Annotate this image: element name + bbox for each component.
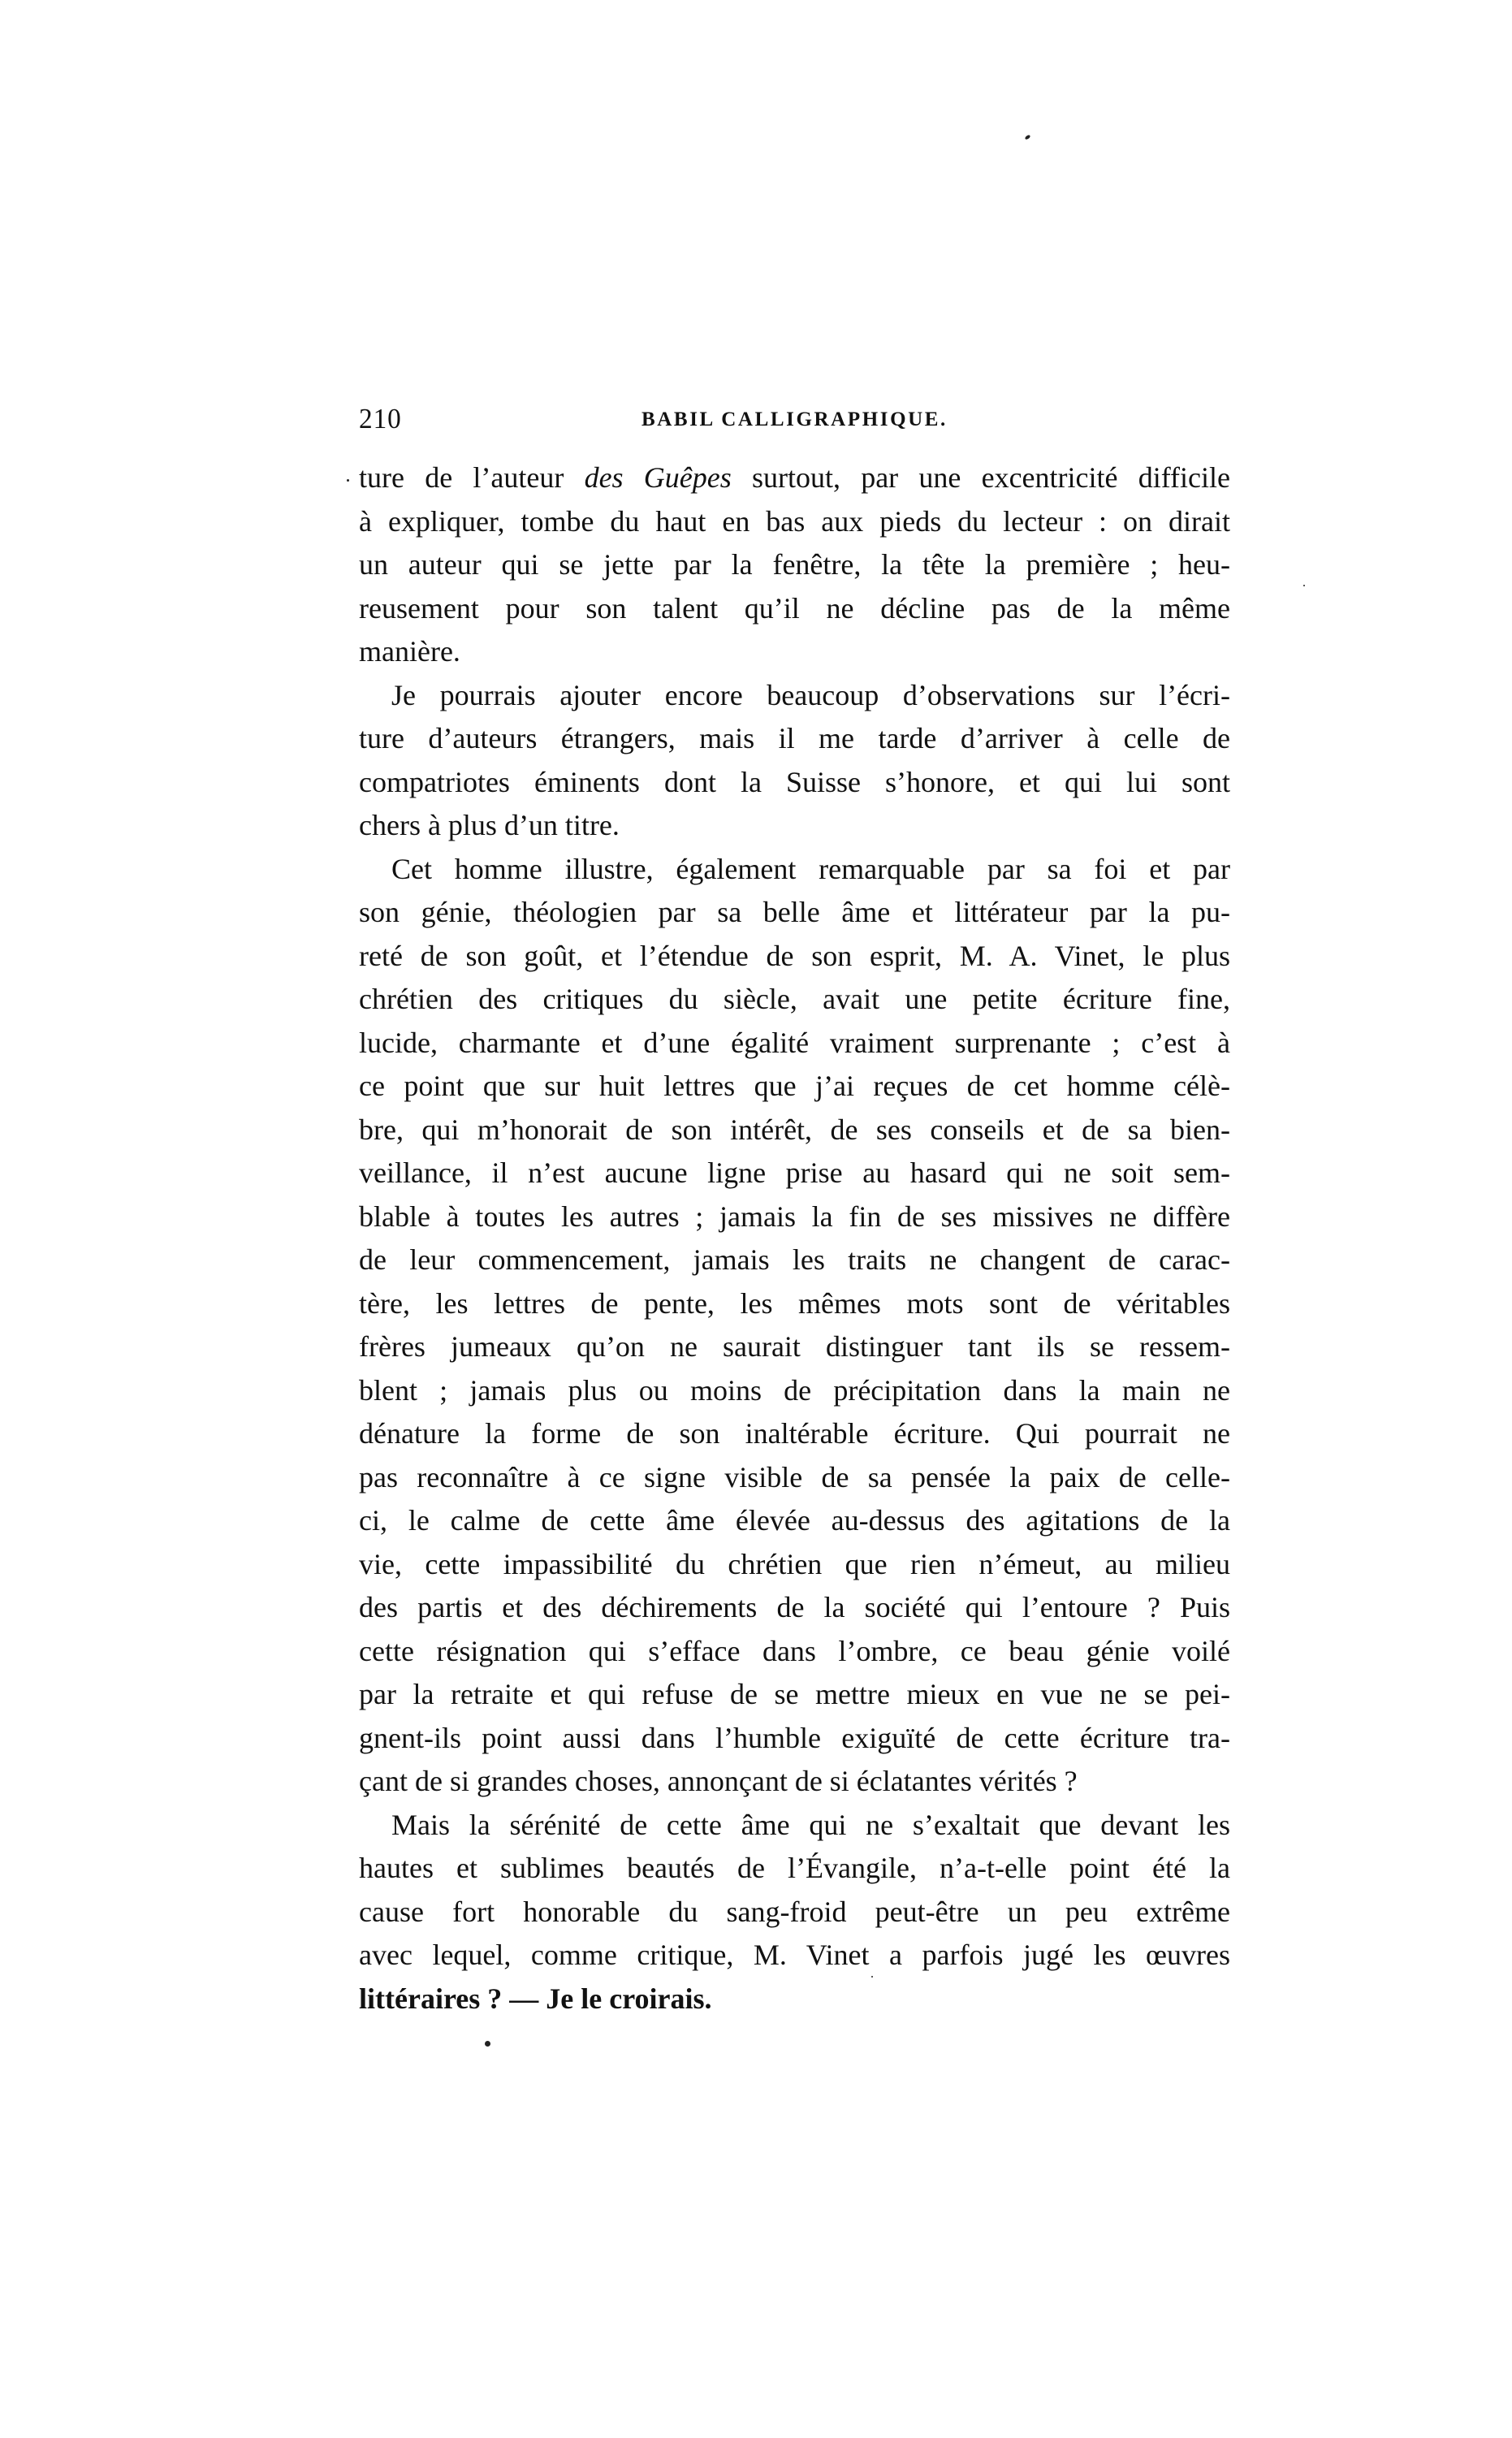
running-title: BABIL CALLIGRAPHIQUE. [642, 408, 948, 430]
paragraph [359, 1804, 1230, 2021]
text-segment: vie, cette impassibilité du chrétien que rien n’émeut, au milieu [359, 1547, 1230, 1580]
bold-text: littéraires ? — Je le croirais. [359, 1982, 712, 2015]
text-segment: çant de si grandes choses, annonçant de si éclatantes vérités ? [359, 1765, 1078, 1797]
text-line [359, 891, 1230, 935]
text-segment: cette résignation qui s’efface dans l’ombre, ce beau génie voilé [359, 1634, 1230, 1667]
page-number: 210 [359, 403, 402, 434]
text-line [359, 1109, 1230, 1152]
text-line [359, 674, 1230, 718]
text-line [359, 1456, 1230, 1500]
text-segment: ci, le calme de cette âme élevée au-dessus des agitations de la [359, 1504, 1230, 1537]
scan-speck [1024, 134, 1030, 140]
text-segment: cause fort honorable du sang-froid peut-être un peu extrême [359, 1895, 1230, 1928]
text-segment: Mais la sérénité de cette âme qui ne s’exaltait que devant les [391, 1808, 1230, 1841]
text-segment: son génie, théologien par sa belle âme et littérateur par la pu- [359, 896, 1230, 928]
text-line [359, 630, 1230, 674]
text-line [359, 587, 1230, 631]
text-line [359, 1065, 1230, 1109]
text-line [359, 1152, 1230, 1195]
text-segment: blable à toutes les autres ; jamais la fin de ses missives ne diffère [359, 1200, 1230, 1233]
text-line [359, 1325, 1230, 1369]
text-line [359, 935, 1230, 979]
text-segment: dénature la forme de son inaltérable écriture. Qui pourrait ne [359, 1417, 1230, 1450]
text-line [359, 1412, 1230, 1456]
paragraph [359, 456, 1230, 674]
text-segment: Je pourrais ajouter encore beaucoup d’observations sur l’écri- [391, 678, 1230, 711]
text-line [359, 978, 1230, 1022]
text-segment: reté de son goût, et l’étendue de son esprit, M. A. Vinet, le plus [359, 939, 1230, 972]
text-segment: de leur commencement, jamais les traits ne changent de carac- [359, 1243, 1230, 1276]
text-line [359, 848, 1230, 892]
text-line [359, 1238, 1230, 1282]
text-segment: frères jumeaux qu’on ne saurait distinguer tant ils se ressem- [359, 1330, 1230, 1363]
text-segment: un auteur qui se jette par la fenêtre, la tête la première ; heu- [359, 548, 1230, 581]
text-line [359, 1369, 1230, 1413]
text-line [359, 1934, 1230, 1978]
text-line [359, 1499, 1230, 1543]
text-segment: chers à plus d’un titre. [359, 809, 620, 841]
text-segment: manière. [359, 635, 460, 668]
text-line [359, 1891, 1230, 1934]
paragraph [359, 848, 1230, 1804]
text-segment: veillance, il n’est aucune ligne prise au hasard qui ne soit sem- [359, 1156, 1230, 1189]
text-segment: ture de l’auteur [359, 461, 585, 494]
text-segment: reusement pour son talent qu’il ne décline pas de la même [359, 591, 1230, 625]
text-segment: blent ; jamais plus ou moins de précipitation dans la main ne [359, 1373, 1230, 1407]
text-segment: par la retraite et qui refuse de se mettre mieux en vue ne se pei- [359, 1678, 1230, 1710]
scan-speck [485, 2041, 490, 2047]
body-text [359, 456, 1230, 2021]
scan-speck [871, 1976, 873, 1978]
text-line [359, 543, 1230, 587]
text-segment: surtout, par une excentricité difficile [731, 461, 1230, 494]
text-line [359, 1978, 1230, 2021]
italic-title: des Guêpes [584, 461, 732, 494]
text-segment: pas reconnaître à ce signe visible de sa pensée la paix de celle- [359, 1460, 1230, 1493]
text-segment: bre, qui m’honorait de son intérêt, de ses conseils et de sa bien- [359, 1113, 1230, 1146]
text-segment: ce point que sur huit lettres que j’ai reçues de cet homme célè- [359, 1070, 1230, 1102]
text-segment: compatriotes éminents dont la Suisse s’honore, et qui lui sont [359, 765, 1230, 798]
text-line [359, 1847, 1230, 1891]
text-segment: des partis et des déchirements de la société qui l’entoure ? Puis [359, 1591, 1230, 1623]
text-line [359, 1630, 1230, 1674]
text-segment: chrétien des critiques du siècle, avait une petite écriture fine, [359, 983, 1230, 1015]
text-segment: avec lequel, comme critique, M. Vinet a parfois jugé les œuvres [359, 1939, 1230, 1971]
text-line [359, 761, 1230, 805]
text-line [359, 1022, 1230, 1066]
text-line [359, 456, 1230, 500]
text-line [359, 1282, 1230, 1326]
text-segment: tère, les lettres de pente, les mêmes mots sont de véritables [359, 1286, 1230, 1320]
text-line [359, 1195, 1230, 1239]
text-line [359, 1543, 1230, 1587]
text-line [359, 804, 1230, 848]
text-segment: à expliquer, tombe du haut en bas aux pieds du lecteur : on dirait [359, 504, 1230, 538]
scan-speck [347, 479, 349, 482]
text-line [359, 500, 1230, 544]
text-segment: ture d’auteurs étrangers, mais il me tarde d’arriver à celle de [359, 722, 1230, 754]
text-segment: lucide, charmante et d’une égalité vraiment surprenante ; c’est à [359, 1026, 1230, 1059]
text-segment: Cet homme illustre, également remarquable par sa foi et par [391, 852, 1230, 885]
text-segment: hautes et sublimes beautés de l’Évangile, n’a-t-elle point été la [359, 1852, 1230, 1884]
running-head [359, 403, 1230, 435]
text-line [359, 1586, 1230, 1630]
text-line [359, 1673, 1230, 1717]
text-line [359, 1804, 1230, 1848]
text-line [359, 717, 1230, 761]
text-segment: gnent-ils point aussi dans l’humble exiguïté de cette écriture tra- [359, 1721, 1230, 1754]
text-line [359, 1760, 1230, 1804]
scan-speck [1303, 585, 1305, 586]
paragraph [359, 674, 1230, 848]
text-line [359, 1717, 1230, 1761]
